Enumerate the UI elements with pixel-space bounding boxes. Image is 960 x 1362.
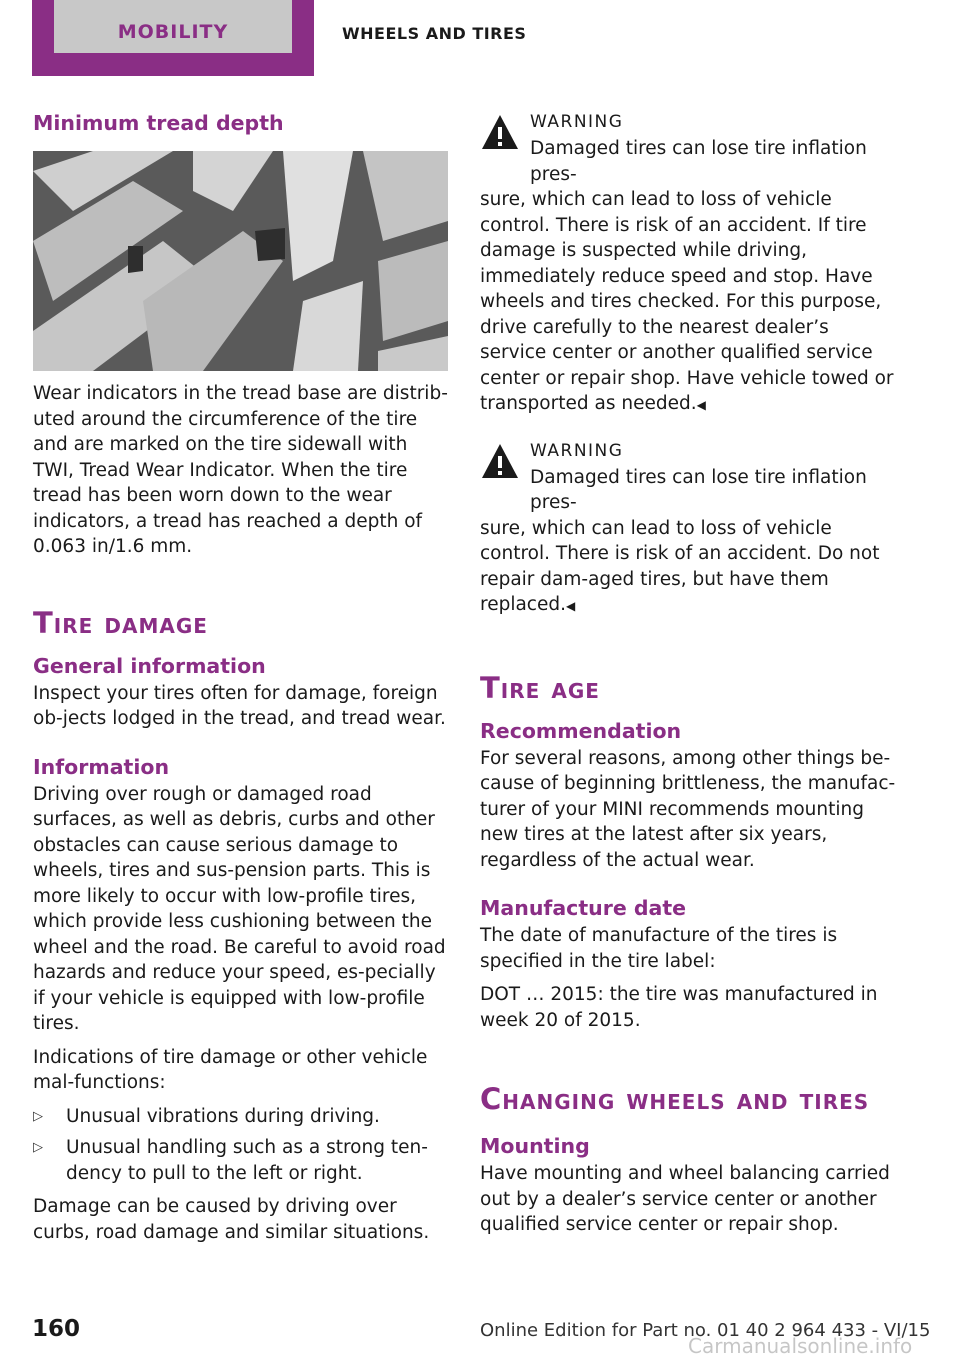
manufacture-date-paragraph: The date of manufacture of the tires is specified in the tire label: <box>480 925 838 972</box>
general-information-heading: General information <box>33 653 266 678</box>
closing-paragraph: Damage can be caused by driving over curbs, road damage and similar situations. <box>33 1196 430 1243</box>
section-title: WHEELS AND TIRES <box>342 24 527 43</box>
list-item: ▷ Unusual vibrations during driving. <box>33 1104 449 1130</box>
left-column <box>33 108 449 1245</box>
changing-wheels-heading: Changing wheels and tires <box>480 1082 870 1116</box>
wear-indicator-left <box>128 246 143 273</box>
indications-paragraph: Indications of tire damage or other vehicle mal‐functions: <box>33 1046 428 1093</box>
dot-paragraph: DOT … 2015: the tire was manufactured in week 20 of 2015. <box>480 984 878 1031</box>
warning-triangle-icon <box>480 112 520 152</box>
warning-first-line: Damaged tires can lose tire inflation pres‐ <box>530 138 867 185</box>
warning-text: sure, which can lead to loss of vehicle control. There is risk of an accident. If tire damage is suspected while driving, immediately reduce speed and stop. Have wheels and tires checked. For this purpose, drive carefully to the nearest dealer’s service center or another qualified service center or repair shop. Have vehicle towed or transported as needed.◀ <box>480 189 894 414</box>
page-number: 160 <box>32 1316 81 1342</box>
damage-indications-list <box>33 1104 449 1187</box>
information-heading: Information <box>33 754 170 779</box>
warning-title: WARNING <box>530 440 624 461</box>
chapter-tab-label: MOBILITY <box>54 0 292 53</box>
recommendation-paragraph: For several reasons, among other things be‐cause of beginning brittleness, the manufac‐turer of your MINI recommends mounting new tires at the latest after six years, regardless of the actual wear. <box>480 747 896 871</box>
recommendation-heading: Recommendation <box>480 718 682 743</box>
tire-tread-illustration <box>33 151 448 371</box>
warning-block <box>480 108 896 419</box>
warning-text: sure, which can lead to loss of vehicle control. There is risk of an accident. Do not repair dam‐aged tires, but have them replaced.◀ <box>480 517 880 615</box>
list-item: ▷ Unusual handling such as a strong ten‐dency to pull to the left or right. <box>33 1137 428 1184</box>
warning-triangle-icon <box>480 441 520 481</box>
wear-indicator-right <box>255 228 285 261</box>
triangle-bullet-icon: ▷ <box>33 1140 43 1155</box>
tire-age-heading: Tire age <box>480 670 600 705</box>
information-paragraph: Driving over rough or damaged road surfaces, as well as debris, curbs and other obstacles can cause serious damage to wheels, tires and sus‐pension parts. This is more likely to occur with low-profile tires, which provide less cushioning between the wheel and the road. Be careful to avoid road hazards and reduce your speed, es‐pecially if your vehicle is equipped with low-profile tires. <box>33 783 446 1034</box>
edition-footer: Online Edition for Part no. 01 40 2 964 433 - VI/15 <box>480 1320 931 1341</box>
watermark: Carmanualsonline.info <box>688 1334 913 1358</box>
right-column <box>480 108 896 1238</box>
warning-title: WARNING <box>530 112 624 132</box>
general-information-paragraph: Inspect your tires often for damage, foreign ob‐jects lodged in the tread, and tread wear. <box>33 682 446 729</box>
tread-paragraph: Wear indicators in the tread base are distrib‐uted around the circumference of the tire and are marked on the tire sidewall with TWI, Tread Wear Indicator. When the tire tread has been worn down to the wear indicators, a tread has reached a depth of 0.063 in/1.6 mm. <box>33 383 448 557</box>
mounting-heading: Mounting <box>480 1134 590 1158</box>
tread-depth-heading: Minimum tread depth <box>33 111 284 135</box>
tire-damage-heading: Tire damage <box>33 605 208 640</box>
triangle-bullet-icon: ▷ <box>33 1108 43 1124</box>
end-mark-icon: ◀ <box>565 599 576 613</box>
tread-wear-indicator-figure <box>33 151 448 371</box>
end-mark-icon: ◀ <box>696 398 706 412</box>
manufacture-date-heading: Manufacture date <box>480 896 687 920</box>
warning-first-line: Damaged tires can lose tire inflation pres‐ <box>530 466 867 513</box>
warning-block <box>480 437 896 620</box>
mounting-paragraph: Have mounting and wheel balancing carried out by a dealer’s service center or another qualified service center or repair shop. <box>480 1163 890 1235</box>
chapter-tab <box>32 0 314 76</box>
